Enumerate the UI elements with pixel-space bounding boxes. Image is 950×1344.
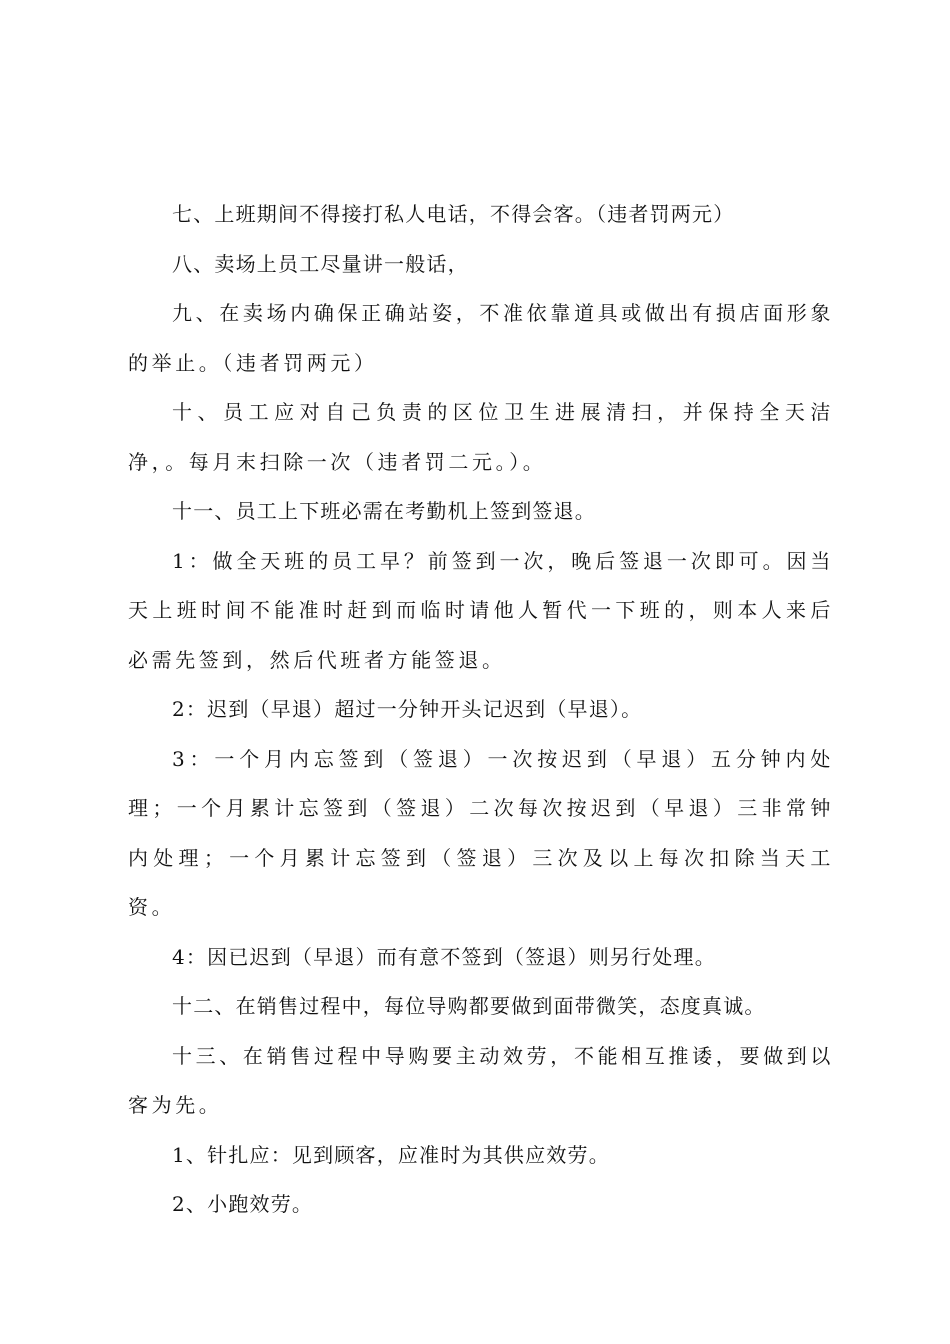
paragraph-rule-9: 九、在卖场内确保正确站姿，不准依靠道具或做出有损店面形象的举止。（违者罚两元） <box>128 301 834 375</box>
paragraph-rule-13-item-1: 1、针扎应：见到顾客，应准时为其供应效劳。 <box>172 1142 610 1167</box>
paragraph-rule-13-item-2: 2、小跑效劳。 <box>172 1192 314 1216</box>
document-body <box>128 190 834 1230</box>
paragraph-rule-11-item-3: 3：一个月内忘签到（签退）一次按迟到（早退）五分钟内处理；一个月累计忘签到（签退）二次每次按迟到（早退）三非常钟内处理；一个月累计忘签到（签退）三次及以上每次扣除当天工资。 <box>128 746 834 919</box>
paragraph-rule-8: 八、卖场上员工尽量讲一般话， <box>172 251 469 276</box>
paragraph-rule-11: 十一、员工上下班必需在考勤机上签到签退。 <box>172 499 596 523</box>
paragraph-rule-10: 十、员工应对自己负责的区位卫生进展清扫，并保持全天洁净，。每月末扫除一次（违者罚二元。）。 <box>128 400 834 474</box>
paragraph-rule-11-item-4: 4：因已迟到（早退）而有意不签到（签退）则另行处理。 <box>172 944 716 969</box>
paragraph-rule-12: 十二、在销售过程中，每位导购都要做到面带微笑，态度真诚。 <box>172 994 766 1018</box>
paragraph-rule-11-item-1: 1：做全天班的员工早？前签到一次，晚后签退一次即可。因当天上班时间不能准时赶到而临时请他人暂代一下班的，则本人来后必需先签到，然后代班者方能签退。 <box>128 548 834 672</box>
paragraph-rule-7: 七、上班期间不得接打私人电话，不得会客。（违者罚两元） <box>172 202 735 226</box>
paragraph-rule-11-item-2: 2：迟到（早退）超过一分钟开头记迟到（早退）。 <box>172 697 643 721</box>
paragraph-rule-13: 十三、在销售过程中导购要主动效劳，不能相互推诿，要做到以客为先。 <box>128 1043 834 1117</box>
